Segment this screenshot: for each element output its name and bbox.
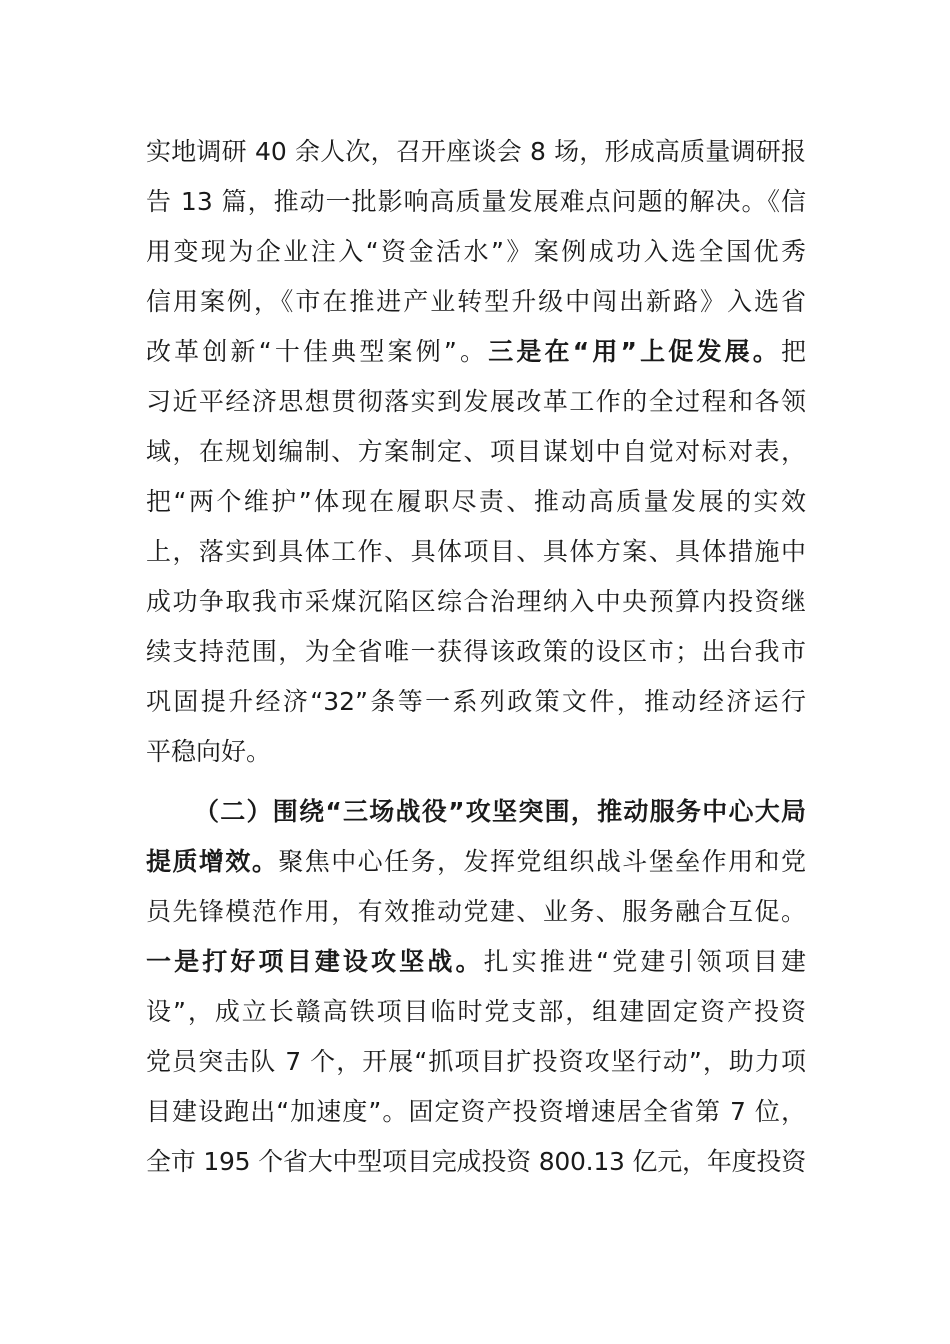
text-line: 目建设跑出“加速度”。固定资产投资增速居全省第 7 位， bbox=[146, 1097, 806, 1126]
text-line: 改革创新“十佳典型案例”。三是在“用”上促发展。把 bbox=[146, 337, 806, 366]
section-heading: （二）围绕“三场战役”攻坚突围，推动服务中心大局 bbox=[194, 797, 806, 826]
text-line: 域，在规划编制、方案制定、项目谋划中自觉对标对表， bbox=[146, 437, 806, 466]
text-line: 习近平经济思想贯彻落实到发展改革工作的全过程和各领 bbox=[146, 387, 806, 416]
bold-heading: 提质增效。 bbox=[146, 847, 279, 876]
text-line: 平稳向好。 bbox=[146, 737, 272, 766]
bold-heading: 三是在“用”上促发展。 bbox=[488, 337, 781, 366]
text-line: 一是打好项目建设攻坚战。扎实推进“党建引领项目建 bbox=[146, 947, 806, 976]
text-line: 成功争取我市采煤沉陷区综合治理纳入中央预算内投资继 bbox=[146, 587, 806, 616]
text-line: 上，落实到具体工作、具体项目、具体方案、具体措施中 bbox=[146, 537, 806, 566]
text-line: 续支持范围，为全省唯一获得该政策的设区市；出台我市 bbox=[146, 637, 806, 666]
text-line: 用变现为企业注入“资金活水”》案例成功入选全国优秀 bbox=[146, 237, 806, 266]
bold-heading: 一是打好项目建设攻坚战。 bbox=[146, 947, 484, 976]
text-line: 把“两个维护”体现在履职尽责、推动高质量发展的实效 bbox=[146, 487, 806, 516]
text-line: 全市 195 个省大中型项目完成投资 800.13 亿元，年度投资 bbox=[146, 1147, 806, 1176]
text-line: 党员突击队 7 个，开展“抓项目扩投资攻坚行动”，助力项 bbox=[146, 1047, 806, 1076]
text-line: 告 13 篇，推动一批影响高质量发展难点问题的解决。《信 bbox=[146, 187, 806, 216]
text-line: 实地调研 40 余人次，召开座谈会 8 场，形成高质量调研报 bbox=[146, 137, 806, 166]
text-line: 提质增效。聚焦中心任务，发挥党组织战斗堡垒作用和党 bbox=[146, 847, 806, 876]
text-line: 信用案例，《市在推进产业转型升级中闯出新路》入选省 bbox=[146, 287, 806, 316]
text-line: 设”，成立长赣高铁项目临时党支部，组建固定资产投资 bbox=[146, 997, 806, 1026]
text-line: 巩固提升经济“32”条等一系列政策文件，推动经济运行 bbox=[146, 687, 806, 716]
text-line: 员先锋模范作用，有效推动党建、业务、服务融合互促。 bbox=[146, 897, 806, 926]
